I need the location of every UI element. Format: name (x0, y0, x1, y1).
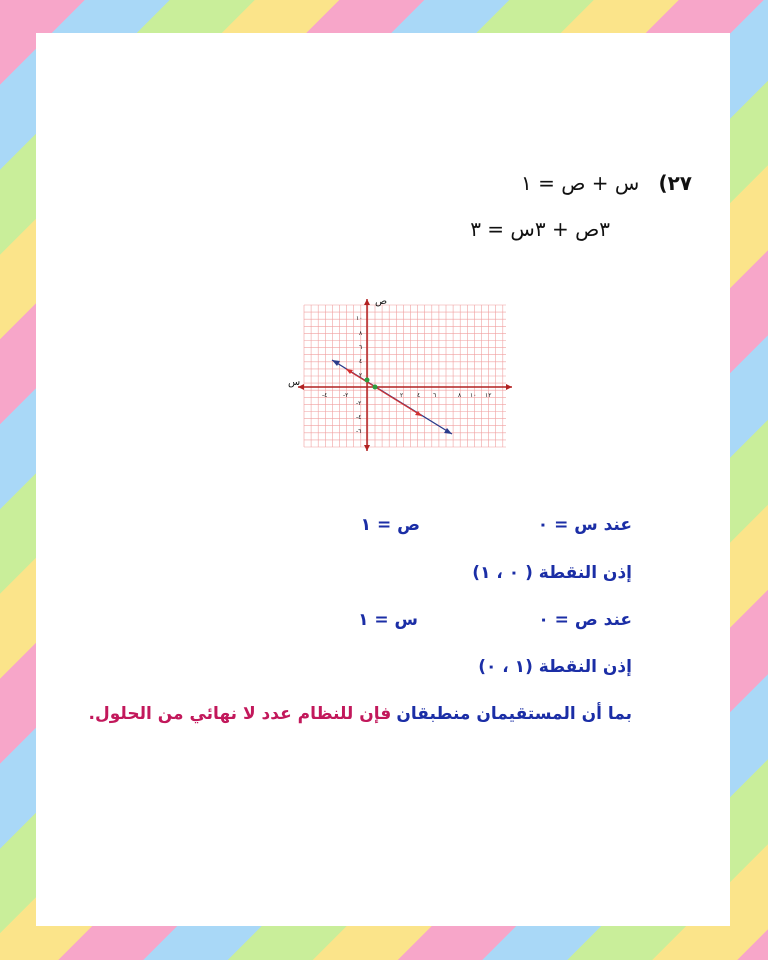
y-tick-label: -٦ (356, 428, 362, 435)
graph-grid (304, 305, 506, 447)
problem-header (521, 171, 692, 195)
y-axis-arrow-down (364, 445, 370, 451)
y-tick-label: ٤ (359, 358, 363, 365)
conclusion (89, 704, 632, 724)
worksheet-page (36, 33, 730, 926)
solution-line-1b: ص = ١ (360, 515, 420, 535)
problem-number: ٢٧) (658, 171, 692, 195)
equation-2: ٣ص + ٣س = ٣ (470, 217, 610, 241)
x-tick-label: ١٢ (485, 392, 492, 399)
y-tick-label: ٦ (359, 344, 363, 351)
y-tick-label: ٨ (359, 330, 363, 337)
x-tick-label: -٤ (322, 392, 328, 399)
conclusion-part-1: بما أن المستقيمان منطبقان (396, 704, 632, 724)
solution-line-2: إذن النقطة ( ٠ ، ١) (472, 563, 632, 583)
intercept-point-x (373, 385, 378, 390)
x-tick-label: ٨ (458, 392, 462, 399)
y-tick-label: ١٠ (356, 315, 363, 322)
line-arrow-upper (332, 360, 340, 366)
x-tick-label: ١٠ (470, 392, 477, 399)
x-tick-label: ٦ (433, 392, 437, 399)
y-axis-arrow-up (364, 299, 370, 305)
solution-line-1a: عند س = ٠ (537, 515, 632, 535)
conclusion-part-2: فإن للنظام عدد لا نهائي من الحلول. (88, 704, 392, 724)
equation-1: س + ص = ١ (521, 171, 640, 195)
solution-line-4: إذن النقطة (١ ، ٠) (478, 657, 632, 677)
solution-line-3a: عند ص = ٠ (538, 610, 632, 630)
y-tick-label: -٤ (356, 414, 362, 421)
y-tick-label: ٢ (359, 372, 363, 379)
x-tick-labels (322, 392, 491, 399)
x-axis-arrow-right (506, 384, 512, 390)
x-axis-label: س (288, 377, 301, 388)
intercept-point-y (365, 378, 370, 383)
x-tick-label: ٤ (417, 392, 421, 399)
y-axis-label: ص (375, 296, 388, 307)
line-arrow-lower (444, 428, 452, 434)
coordinate-graph (286, 295, 526, 455)
x-tick-label: -٢ (343, 392, 349, 399)
x-tick-label: ٢ (400, 392, 404, 399)
y-tick-label: -٢ (356, 400, 362, 407)
solution-line-3b: س = ١ (358, 610, 418, 630)
